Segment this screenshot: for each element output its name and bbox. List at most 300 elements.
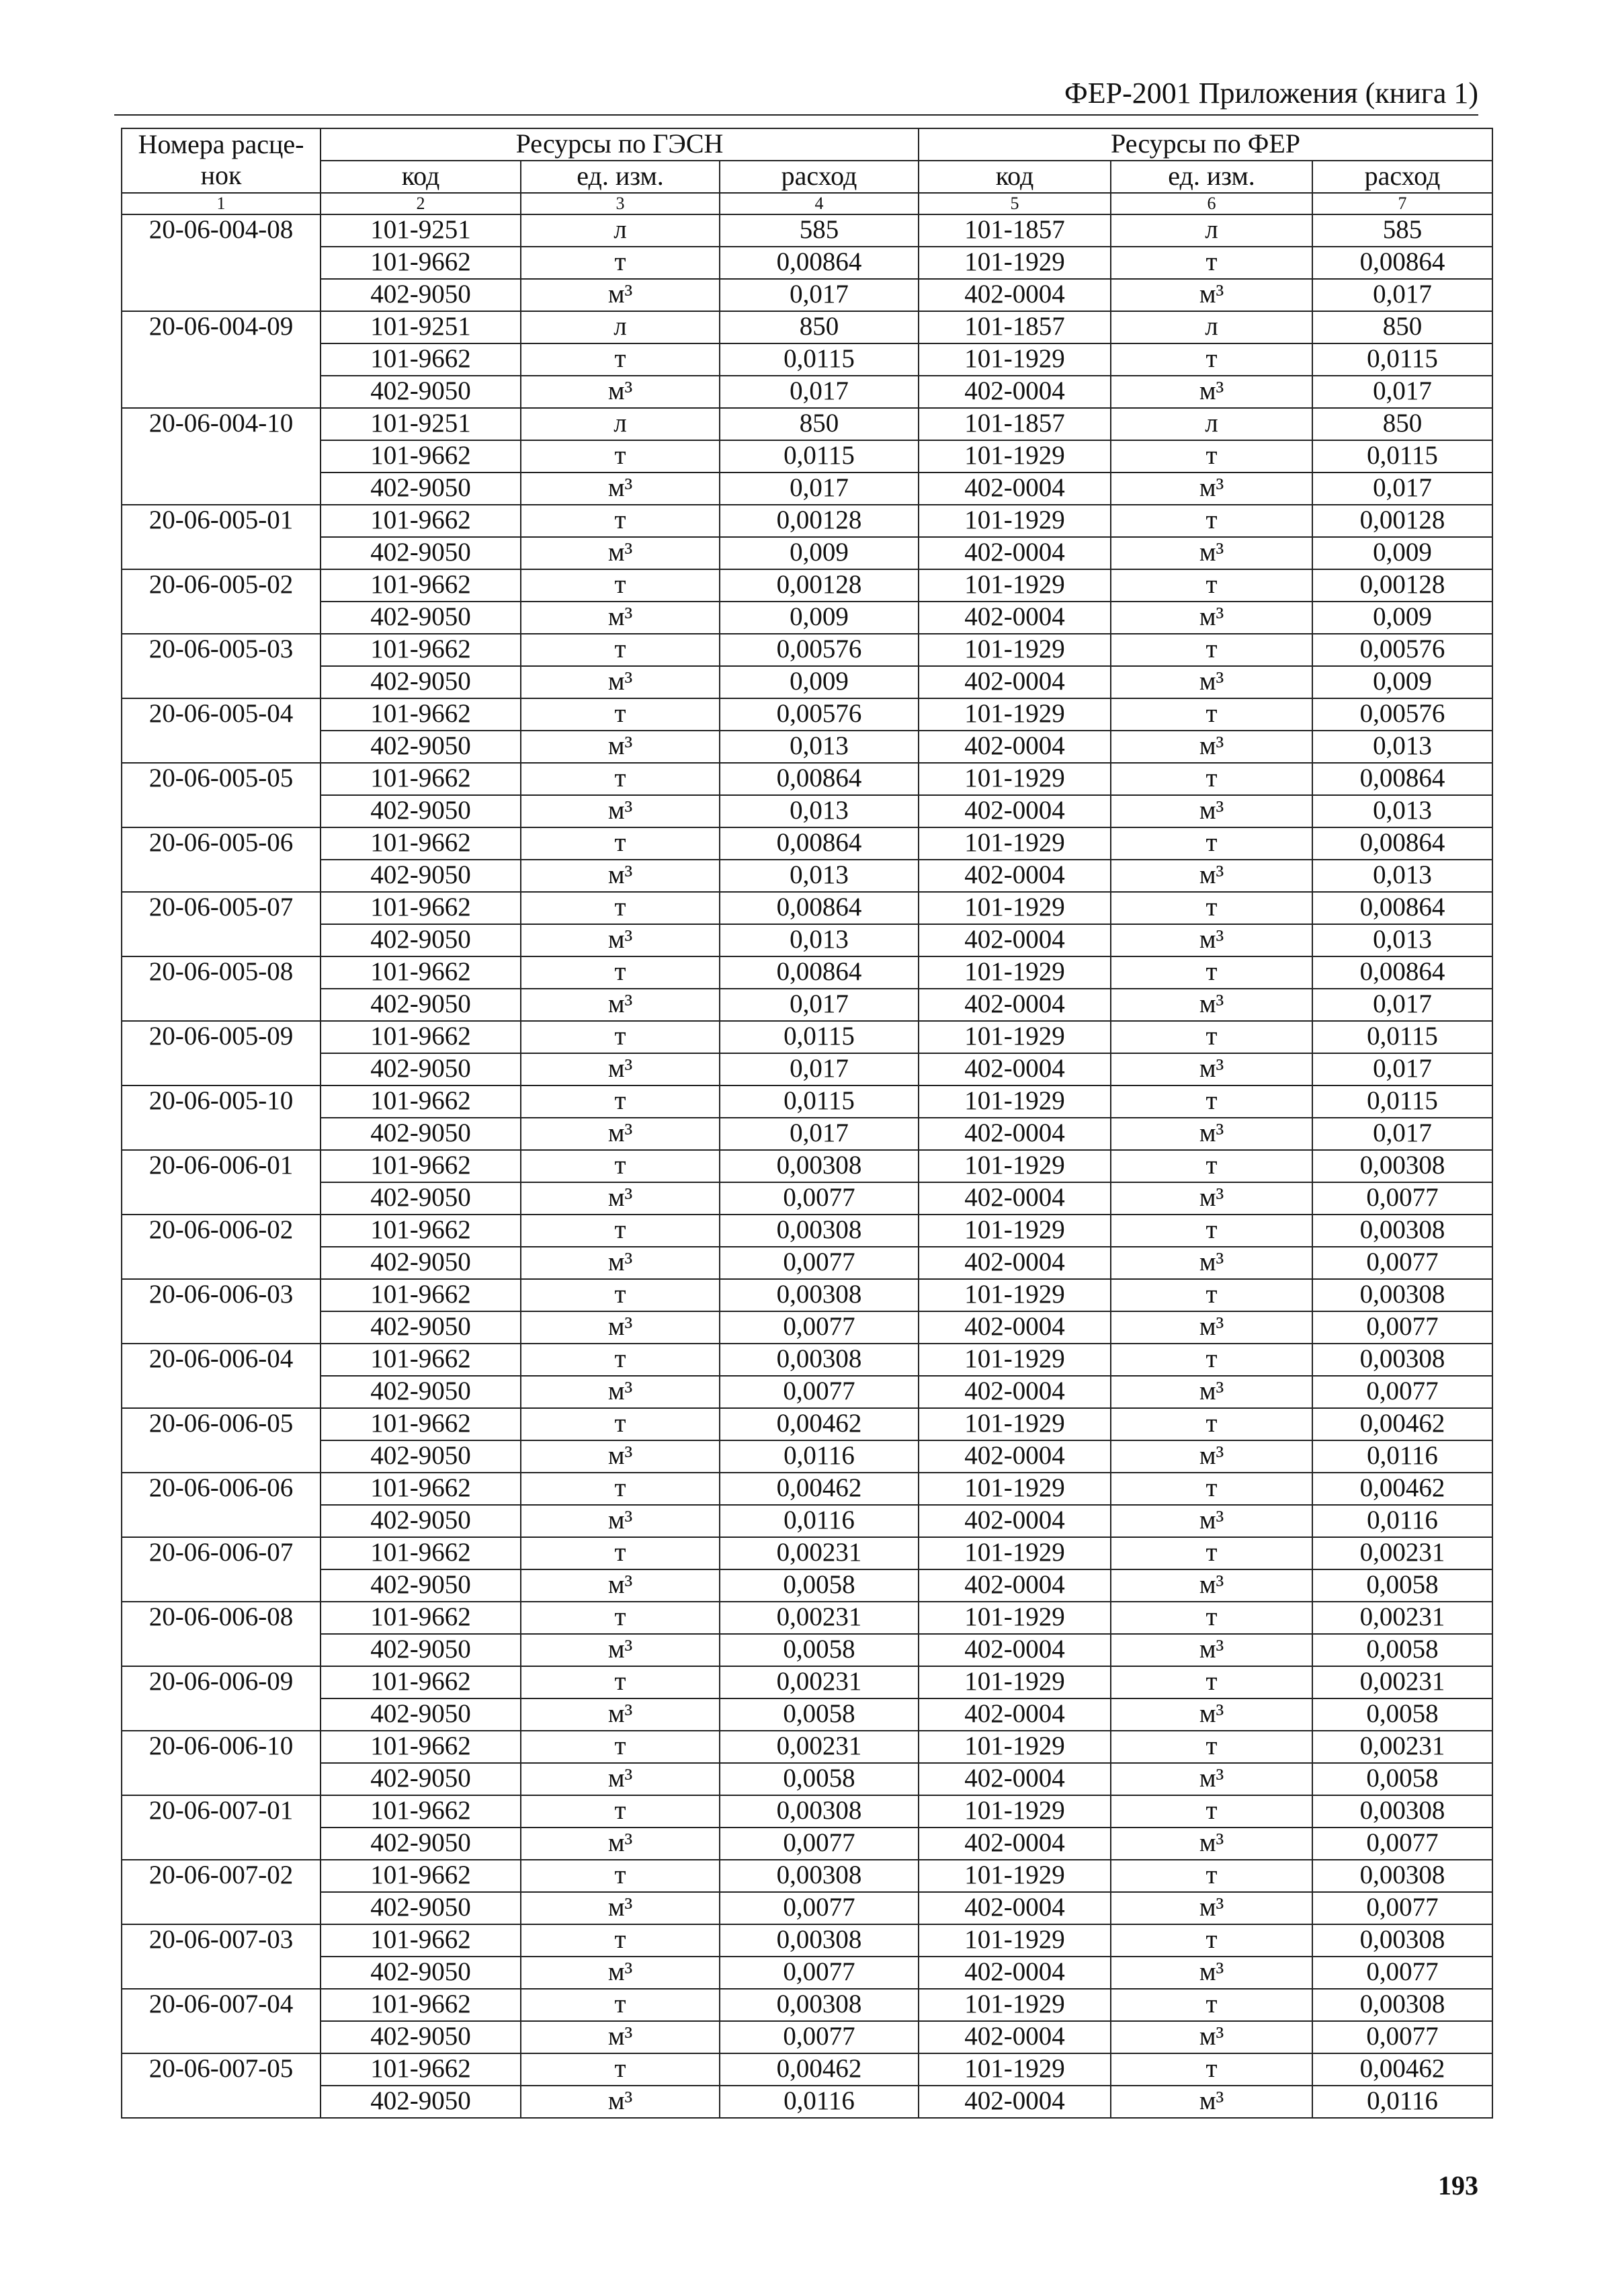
gesn-consumption-cell: 0,0116 (720, 1440, 919, 1473)
rate-number-cell: 20-06-005-02 (122, 569, 321, 634)
gesn-unit-cell: т (521, 1989, 720, 2021)
gesn-consumption-cell: 0,00308 (720, 1795, 919, 1828)
fer-unit-cell: м³ (1111, 1182, 1312, 1215)
fer-consumption-cell: 0,00864 (1312, 763, 1492, 795)
table-row (122, 408, 1492, 440)
gesn-code-cell: 101-9662 (321, 1795, 521, 1828)
table-row (122, 956, 1492, 989)
fer-consumption-cell: 0,00864 (1312, 827, 1492, 860)
gesn-consumption-cell: 0,00308 (720, 1344, 919, 1376)
table-row (122, 1150, 1492, 1182)
rate-number-cell: 20-06-005-01 (122, 505, 321, 569)
gesn-unit-cell: м³ (521, 602, 720, 634)
fer-unit-cell: м³ (1111, 1505, 1312, 1537)
table-row (122, 1924, 1492, 1957)
gesn-code-cell: 402-9050 (321, 1763, 521, 1795)
fer-unit-cell: м³ (1111, 1376, 1312, 1408)
table-row (122, 666, 1492, 698)
fer-unit-cell: т (1111, 892, 1312, 924)
fer-unit-cell: т (1111, 763, 1312, 795)
fer-consumption-cell: 0,00462 (1312, 2053, 1492, 2086)
fer-code-cell: 101-1929 (919, 1860, 1111, 1892)
table-row (122, 795, 1492, 827)
gesn-unit-cell: т (521, 1408, 720, 1440)
gesn-consumption-cell: 0,0077 (720, 1957, 919, 1989)
table-row (122, 1828, 1492, 1860)
fer-unit-cell: т (1111, 440, 1312, 473)
fer-unit-cell: т (1111, 1989, 1312, 2021)
table-row (122, 1795, 1492, 1828)
fer-unit-cell: м³ (1111, 1828, 1312, 1860)
gesn-consumption-cell: 0,0116 (720, 2086, 919, 2118)
fer-unit-cell: м³ (1111, 1634, 1312, 1666)
gesn-code-cell: 402-9050 (321, 1182, 521, 1215)
fer-code-cell: 402-0004 (919, 924, 1111, 956)
fer-consumption-cell: 0,00308 (1312, 1279, 1492, 1311)
gesn-consumption-cell: 0,00128 (720, 505, 919, 537)
fer-unit-cell: м³ (1111, 2086, 1312, 2118)
gesn-consumption-cell: 0,0115 (720, 343, 919, 376)
fer-code-cell: 101-1929 (919, 247, 1111, 279)
rate-number-cell: 20-06-004-09 (122, 311, 321, 408)
fer-consumption-cell: 0,0077 (1312, 1892, 1492, 1924)
gesn-consumption-cell: 0,00864 (720, 763, 919, 795)
gesn-code-cell: 101-9662 (321, 1085, 521, 1118)
gesn-code-cell: 402-9050 (321, 537, 521, 569)
fer-code-cell: 402-0004 (919, 1569, 1111, 1602)
fer-consumption-cell: 0,00308 (1312, 1989, 1492, 2021)
table-row (122, 1408, 1492, 1440)
table-row (122, 1021, 1492, 1053)
col-header-gesn-consumption: расход (720, 161, 919, 193)
gesn-consumption-cell: 0,00462 (720, 1408, 919, 1440)
gesn-code-cell: 101-9662 (321, 1215, 521, 1247)
table-row (122, 1473, 1492, 1505)
gesn-code-cell: 101-9662 (321, 569, 521, 602)
table-row (122, 602, 1492, 634)
fer-unit-cell: т (1111, 1473, 1312, 1505)
col-number: 1 (122, 193, 321, 214)
rate-number-cell: 20-06-006-02 (122, 1215, 321, 1279)
fer-consumption-cell: 0,00128 (1312, 505, 1492, 537)
gesn-consumption-cell: 0,00462 (720, 2053, 919, 2086)
fer-unit-cell: м³ (1111, 2021, 1312, 2053)
gesn-unit-cell: м³ (521, 1247, 720, 1279)
fer-consumption-cell: 0,009 (1312, 537, 1492, 569)
fer-code-cell: 402-0004 (919, 1634, 1111, 1666)
fer-consumption-cell: 0,00462 (1312, 1408, 1492, 1440)
fer-consumption-cell: 0,0077 (1312, 1311, 1492, 1344)
gesn-code-cell: 101-9662 (321, 247, 521, 279)
column-number-row (122, 193, 1492, 214)
fer-code-cell: 402-0004 (919, 1505, 1111, 1537)
fer-code-cell: 402-0004 (919, 1828, 1111, 1860)
fer-code-cell: 101-1857 (919, 214, 1111, 247)
gesn-code-cell: 402-9050 (321, 1118, 521, 1150)
table-row (122, 343, 1492, 376)
fer-consumption-cell: 0,0115 (1312, 1021, 1492, 1053)
table-row (122, 1602, 1492, 1634)
gesn-unit-cell: м³ (521, 1376, 720, 1408)
fer-consumption-cell: 0,0116 (1312, 2086, 1492, 2118)
gesn-unit-cell: т (521, 1021, 720, 1053)
gesn-code-cell: 402-9050 (321, 602, 521, 634)
table-row (122, 505, 1492, 537)
rate-number-cell: 20-06-006-03 (122, 1279, 321, 1344)
gesn-consumption-cell: 0,017 (720, 473, 919, 505)
gesn-unit-cell: м³ (521, 1440, 720, 1473)
gesn-code-cell: 402-9050 (321, 989, 521, 1021)
table-row (122, 989, 1492, 1021)
gesn-code-cell: 402-9050 (321, 860, 521, 892)
table-row (122, 569, 1492, 602)
fer-code-cell: 101-1929 (919, 1085, 1111, 1118)
fer-code-cell: 101-1929 (919, 1537, 1111, 1569)
gesn-unit-cell: м³ (521, 860, 720, 892)
fer-consumption-cell: 0,0077 (1312, 1182, 1492, 1215)
fer-consumption-cell: 0,0116 (1312, 1440, 1492, 1473)
gesn-consumption-cell: 0,00231 (720, 1731, 919, 1763)
table-row (122, 634, 1492, 666)
gesn-code-cell: 101-9662 (321, 1602, 521, 1634)
gesn-unit-cell: м³ (521, 1311, 720, 1344)
fer-unit-cell: м³ (1111, 1698, 1312, 1731)
fer-unit-cell: м³ (1111, 602, 1312, 634)
gesn-code-cell: 101-9662 (321, 1924, 521, 1957)
table-row (122, 1698, 1492, 1731)
gesn-consumption-cell: 0,0058 (720, 1763, 919, 1795)
fer-code-cell: 402-0004 (919, 1247, 1111, 1279)
gesn-consumption-cell: 0,00864 (720, 827, 919, 860)
fer-unit-cell: м³ (1111, 1892, 1312, 1924)
gesn-code-cell: 101-9662 (321, 892, 521, 924)
table-row (122, 1860, 1492, 1892)
col-number: 2 (321, 193, 521, 214)
gesn-unit-cell: м³ (521, 1828, 720, 1860)
rate-number-cell: 20-06-005-09 (122, 1021, 321, 1085)
fer-unit-cell: т (1111, 247, 1312, 279)
gesn-unit-cell: т (521, 1666, 720, 1698)
fer-consumption-cell: 0,00231 (1312, 1537, 1492, 1569)
gesn-code-cell: 101-9662 (321, 1279, 521, 1311)
fer-consumption-cell: 0,00576 (1312, 634, 1492, 666)
fer-consumption-cell: 0,017 (1312, 279, 1492, 311)
table-row (122, 698, 1492, 731)
table-body (122, 214, 1492, 2118)
gesn-consumption-cell: 0,0115 (720, 1085, 919, 1118)
gesn-unit-cell: т (521, 1473, 720, 1505)
gesn-consumption-cell: 0,00231 (720, 1666, 919, 1698)
fer-consumption-cell: 850 (1312, 311, 1492, 343)
fer-unit-cell: т (1111, 1085, 1312, 1118)
gesn-consumption-cell: 0,00864 (720, 247, 919, 279)
fer-consumption-cell: 0,00308 (1312, 1150, 1492, 1182)
table-row (122, 537, 1492, 569)
gesn-code-cell: 402-9050 (321, 1440, 521, 1473)
gesn-code-cell: 101-9662 (321, 698, 521, 731)
fer-unit-cell: т (1111, 698, 1312, 731)
fer-unit-cell: т (1111, 956, 1312, 989)
fer-consumption-cell: 0,00231 (1312, 1602, 1492, 1634)
fer-consumption-cell: 0,00308 (1312, 1344, 1492, 1376)
gesn-consumption-cell: 0,0077 (720, 1182, 919, 1215)
fer-unit-cell: т (1111, 1215, 1312, 1247)
fer-code-cell: 101-1929 (919, 892, 1111, 924)
gesn-consumption-cell: 850 (720, 408, 919, 440)
fer-consumption-cell: 0,0058 (1312, 1634, 1492, 1666)
fer-code-cell: 101-1929 (919, 1279, 1111, 1311)
gesn-code-cell: 402-9050 (321, 1957, 521, 1989)
fer-code-cell: 101-1929 (919, 1924, 1111, 1957)
table-row (122, 311, 1492, 343)
rate-number-cell: 20-06-007-01 (122, 1795, 321, 1860)
fer-consumption-cell: 0,0058 (1312, 1569, 1492, 1602)
fer-code-cell: 101-1929 (919, 1021, 1111, 1053)
rate-number-cell: 20-06-004-10 (122, 408, 321, 505)
fer-unit-cell: т (1111, 1021, 1312, 1053)
fer-code-cell: 101-1929 (919, 440, 1111, 473)
fer-unit-cell: м³ (1111, 1957, 1312, 1989)
fer-consumption-cell: 0,00308 (1312, 1795, 1492, 1828)
gesn-unit-cell: л (521, 408, 720, 440)
gesn-consumption-cell: 0,017 (720, 989, 919, 1021)
table-row (122, 763, 1492, 795)
rate-number-cell: 20-06-005-04 (122, 698, 321, 763)
fer-code-cell: 101-1929 (919, 2053, 1111, 2086)
gesn-code-cell: 402-9050 (321, 1892, 521, 1924)
gesn-consumption-cell: 0,0077 (720, 1311, 919, 1344)
fer-consumption-cell: 0,013 (1312, 731, 1492, 763)
fer-consumption-cell: 0,00864 (1312, 956, 1492, 989)
fer-unit-cell: т (1111, 1795, 1312, 1828)
gesn-code-cell: 402-9050 (321, 795, 521, 827)
gesn-unit-cell: м³ (521, 1763, 720, 1795)
fer-consumption-cell: 0,00308 (1312, 1215, 1492, 1247)
fer-consumption-cell: 0,0116 (1312, 1505, 1492, 1537)
gesn-unit-cell: т (521, 1085, 720, 1118)
group-header-fer: Ресурсы по ФЕР (919, 128, 1492, 161)
fer-code-cell: 402-0004 (919, 537, 1111, 569)
gesn-unit-cell: м³ (521, 1634, 720, 1666)
gesn-unit-cell: м³ (521, 473, 720, 505)
table-row (122, 1537, 1492, 1569)
gesn-code-cell: 402-9050 (321, 473, 521, 505)
gesn-consumption-cell: 0,00308 (720, 1989, 919, 2021)
fer-unit-cell: т (1111, 1602, 1312, 1634)
fer-consumption-cell: 0,00576 (1312, 698, 1492, 731)
gesn-consumption-cell: 0,013 (720, 924, 919, 956)
fer-consumption-cell: 0,00231 (1312, 1731, 1492, 1763)
gesn-unit-cell: т (521, 1731, 720, 1763)
gesn-code-cell: 402-9050 (321, 1376, 521, 1408)
table-row (122, 1957, 1492, 1989)
fer-code-cell: 101-1929 (919, 1602, 1111, 1634)
fer-code-cell: 402-0004 (919, 279, 1111, 311)
fer-code-cell: 101-1929 (919, 1795, 1111, 1828)
gesn-consumption-cell: 0,0058 (720, 1569, 919, 1602)
col-header-fer-unit: ед. изм. (1111, 161, 1312, 193)
fer-consumption-cell: 0,0077 (1312, 1957, 1492, 1989)
gesn-code-cell: 101-9662 (321, 1473, 521, 1505)
col-number: 5 (919, 193, 1111, 214)
fer-unit-cell: т (1111, 1860, 1312, 1892)
gesn-unit-cell: т (521, 1215, 720, 1247)
gesn-unit-cell: т (521, 634, 720, 666)
gesn-consumption-cell: 850 (720, 311, 919, 343)
fer-unit-cell: м³ (1111, 1763, 1312, 1795)
fer-consumption-cell: 0,009 (1312, 666, 1492, 698)
fer-code-cell: 402-0004 (919, 989, 1111, 1021)
gesn-unit-cell: м³ (521, 1892, 720, 1924)
rate-number-cell: 20-06-006-05 (122, 1408, 321, 1473)
col-header-rate: Номера расце-нок (122, 128, 321, 193)
gesn-unit-cell: м³ (521, 1118, 720, 1150)
fer-consumption-cell: 0,013 (1312, 795, 1492, 827)
gesn-code-cell: 101-9662 (321, 956, 521, 989)
fer-consumption-cell: 0,017 (1312, 989, 1492, 1021)
fer-unit-cell: м³ (1111, 731, 1312, 763)
gesn-code-cell: 101-9662 (321, 1344, 521, 1376)
fer-unit-cell: т (1111, 1279, 1312, 1311)
fer-unit-cell: л (1111, 408, 1312, 440)
fer-unit-cell: т (1111, 634, 1312, 666)
resources-table (121, 128, 1493, 2119)
running-header: ФЕР-2001 Приложения (книга 1) (1064, 77, 1478, 110)
fer-code-cell: 101-1929 (919, 1666, 1111, 1698)
gesn-unit-cell: л (521, 214, 720, 247)
gesn-consumption-cell: 0,009 (720, 666, 919, 698)
fer-code-cell: 101-1929 (919, 698, 1111, 731)
col-header-gesn-unit: ед. изм. (521, 161, 720, 193)
table-row (122, 924, 1492, 956)
fer-code-cell: 402-0004 (919, 2021, 1111, 2053)
table-row (122, 2086, 1492, 2118)
gesn-unit-cell: м³ (521, 1505, 720, 1537)
fer-unit-cell: м³ (1111, 860, 1312, 892)
table-row (122, 1247, 1492, 1279)
gesn-code-cell: 101-9662 (321, 1989, 521, 2021)
gesn-unit-cell: т (521, 827, 720, 860)
table-row (122, 214, 1492, 247)
fer-unit-cell: т (1111, 569, 1312, 602)
gesn-consumption-cell: 0,00308 (720, 1150, 919, 1182)
table-row (122, 1892, 1492, 1924)
fer-code-cell: 101-1857 (919, 408, 1111, 440)
table-row (122, 1376, 1492, 1408)
fer-consumption-cell: 0,00128 (1312, 569, 1492, 602)
table-row (122, 827, 1492, 860)
fer-code-cell: 101-1929 (919, 1408, 1111, 1440)
gesn-consumption-cell: 0,0115 (720, 440, 919, 473)
table-row (122, 473, 1492, 505)
gesn-code-cell: 101-9251 (321, 214, 521, 247)
fer-unit-cell: м³ (1111, 1569, 1312, 1602)
gesn-code-cell: 101-9662 (321, 2053, 521, 2086)
table-row (122, 1569, 1492, 1602)
gesn-unit-cell: м³ (521, 795, 720, 827)
table-row (122, 1344, 1492, 1376)
fer-code-cell: 101-1929 (919, 1215, 1111, 1247)
gesn-code-cell: 402-9050 (321, 1828, 521, 1860)
gesn-code-cell: 402-9050 (321, 1311, 521, 1344)
gesn-consumption-cell: 0,0077 (720, 1376, 919, 1408)
table-row (122, 1505, 1492, 1537)
fer-code-cell: 402-0004 (919, 2086, 1111, 2118)
fer-code-cell: 101-1929 (919, 1150, 1111, 1182)
rate-number-cell: 20-06-005-10 (122, 1085, 321, 1150)
gesn-consumption-cell: 0,0077 (720, 1892, 919, 1924)
gesn-code-cell: 101-9662 (321, 440, 521, 473)
gesn-consumption-cell: 0,00576 (720, 634, 919, 666)
gesn-unit-cell: т (521, 1279, 720, 1311)
gesn-unit-cell: м³ (521, 924, 720, 956)
table-row (122, 860, 1492, 892)
fer-consumption-cell: 850 (1312, 408, 1492, 440)
fer-code-cell: 101-1929 (919, 1473, 1111, 1505)
gesn-consumption-cell: 0,009 (720, 602, 919, 634)
fer-code-cell: 101-1929 (919, 343, 1111, 376)
table-row (122, 1085, 1492, 1118)
fer-consumption-cell: 0,0077 (1312, 1376, 1492, 1408)
gesn-unit-cell: т (521, 247, 720, 279)
fer-unit-cell: т (1111, 1150, 1312, 1182)
gesn-code-cell: 101-9251 (321, 408, 521, 440)
gesn-consumption-cell: 0,017 (720, 279, 919, 311)
gesn-unit-cell: т (521, 1924, 720, 1957)
gesn-unit-cell: м³ (521, 1569, 720, 1602)
gesn-code-cell: 402-9050 (321, 1247, 521, 1279)
gesn-code-cell: 101-9662 (321, 1408, 521, 1440)
gesn-unit-cell: м³ (521, 2021, 720, 2053)
rate-number-cell: 20-06-006-06 (122, 1473, 321, 1537)
fer-code-cell: 101-1929 (919, 505, 1111, 537)
rate-number-cell: 20-06-007-03 (122, 1924, 321, 1989)
gesn-consumption-cell: 0,017 (720, 1118, 919, 1150)
rate-number-cell: 20-06-005-07 (122, 892, 321, 956)
fer-consumption-cell: 0,0058 (1312, 1698, 1492, 1731)
fer-unit-cell: м³ (1111, 1247, 1312, 1279)
fer-consumption-cell: 0,017 (1312, 1053, 1492, 1085)
gesn-consumption-cell: 0,00462 (720, 1473, 919, 1505)
rate-number-cell: 20-06-006-08 (122, 1602, 321, 1666)
gesn-code-cell: 402-9050 (321, 2021, 521, 2053)
table-row (122, 1182, 1492, 1215)
fer-consumption-cell: 0,0115 (1312, 1085, 1492, 1118)
table-row (122, 1118, 1492, 1150)
header-row-groups (122, 128, 1492, 161)
gesn-code-cell: 402-9050 (321, 731, 521, 763)
gesn-unit-cell: т (521, 569, 720, 602)
fer-code-cell: 402-0004 (919, 795, 1111, 827)
table-row (122, 1311, 1492, 1344)
gesn-code-cell: 101-9662 (321, 827, 521, 860)
col-header-fer-code: код (919, 161, 1111, 193)
fer-consumption-cell: 0,013 (1312, 860, 1492, 892)
fer-code-cell: 402-0004 (919, 1376, 1111, 1408)
gesn-code-cell: 402-9050 (321, 2086, 521, 2118)
gesn-unit-cell: т (521, 1344, 720, 1376)
fer-unit-cell: м³ (1111, 537, 1312, 569)
fer-code-cell: 101-1929 (919, 569, 1111, 602)
gesn-consumption-cell: 0,0077 (720, 1828, 919, 1860)
gesn-consumption-cell: 0,00308 (720, 1924, 919, 1957)
rate-number-cell: 20-06-004-08 (122, 214, 321, 311)
table-row (122, 1634, 1492, 1666)
fer-code-cell: 101-1929 (919, 1731, 1111, 1763)
fer-code-cell: 402-0004 (919, 1311, 1111, 1344)
gesn-unit-cell: м³ (521, 1053, 720, 1085)
fer-unit-cell: т (1111, 827, 1312, 860)
